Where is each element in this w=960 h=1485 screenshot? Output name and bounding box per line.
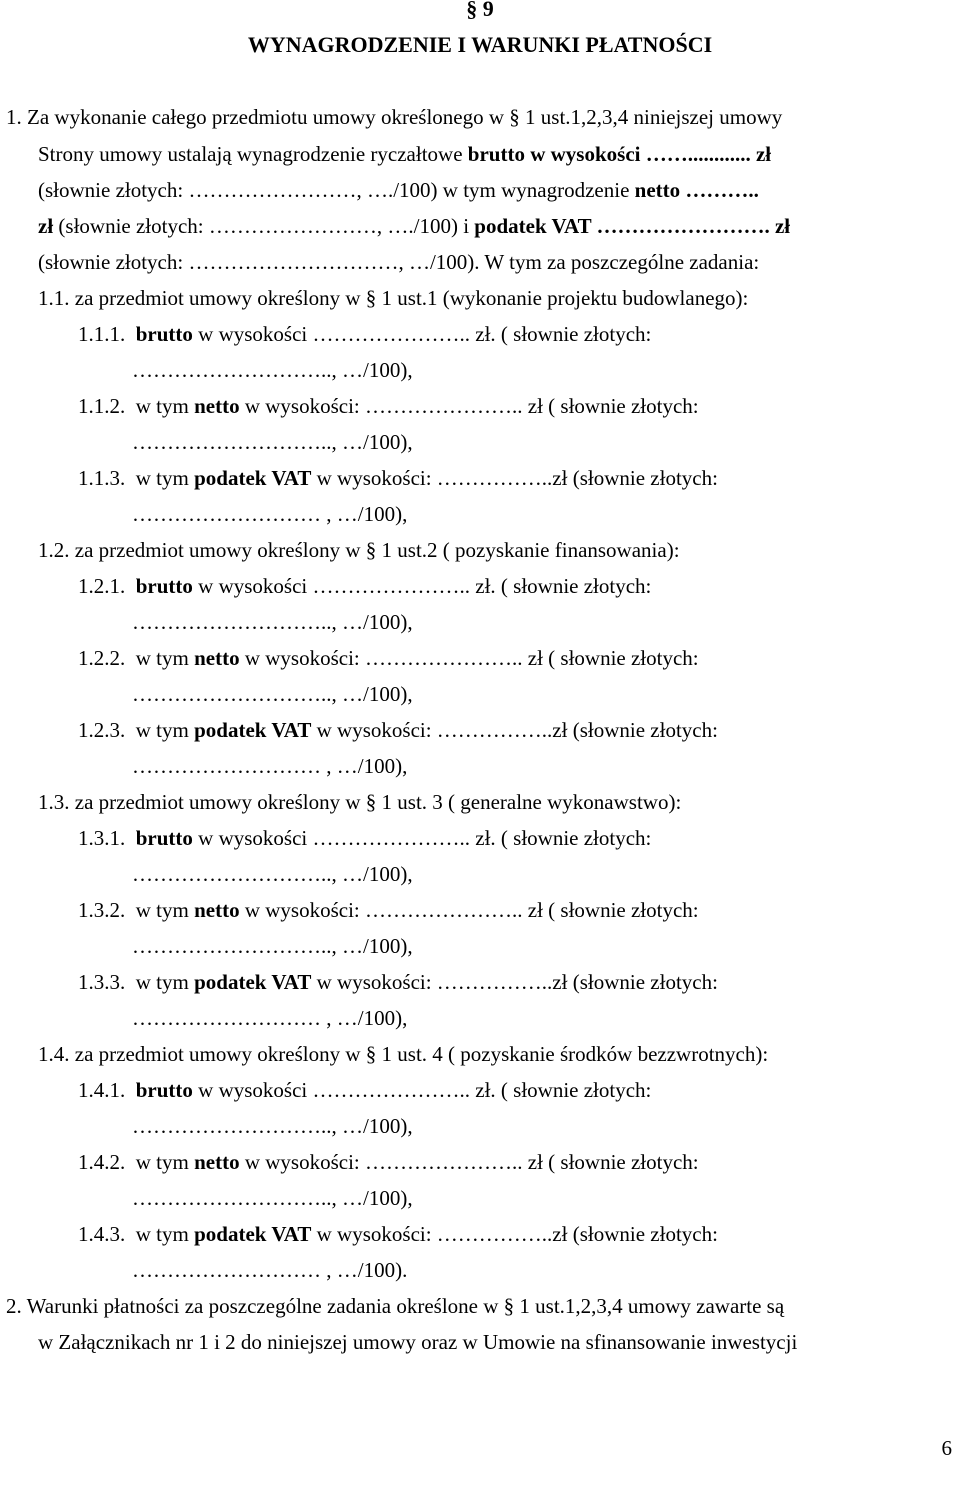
- brutto-row: 1.3.1. brutto w wysokości ………………….. zł. ( słownie złotych:: [78, 826, 652, 850]
- netto-continuation: ……………………….., …/100),: [132, 682, 413, 706]
- item-header: 1.1. za przedmiot umowy określony w § 1 ust.1 (wykonanie projektu budowlanego):: [38, 286, 749, 310]
- item-header: 1.2. za przedmiot umowy określony w § 1 ust.2 ( pozyskanie finansowania):: [38, 538, 680, 562]
- section-number: § 9: [466, 0, 494, 21]
- para2-line2: w Załącznikach nr 1 i 2 do niniejszej umowy oraz w Umowie na sfinansowanie inwestycji: [38, 1330, 798, 1354]
- para1-line4: zł (słownie złotych: ……………………, …./100) i podatek VAT ……………………. zł: [38, 214, 791, 238]
- brutto-row: 1.4.1. brutto w wysokości ………………….. zł. ( słownie złotych:: [78, 1078, 652, 1102]
- netto-row: 1.1.2. w tym netto w wysokości: ………………….. zł ( słownie złotych:: [78, 394, 699, 418]
- netto-row: 1.4.2. w tym netto w wysokości: ………………….. zł ( słownie złotych:: [78, 1150, 699, 1174]
- vat-continuation: ……………………… , …/100).: [132, 1258, 408, 1282]
- brutto-row: 1.1.1. brutto w wysokości ………………….. zł. ( słownie złotych:: [78, 322, 652, 346]
- vat-continuation: ……………………… , …/100),: [132, 1006, 408, 1030]
- section-title: WYNAGRODZENIE I WARUNKI PŁATNOŚCI: [247, 32, 713, 57]
- item-header: 1.4. za przedmiot umowy określony w § 1 ust. 4 ( pozyskanie środków bezzwrotnych):: [38, 1042, 769, 1066]
- brutto-row: 1.2.1. brutto w wysokości ………………….. zł. ( słownie złotych:: [78, 574, 652, 598]
- brutto-continuation: ……………………….., …/100),: [132, 1114, 413, 1138]
- para2-line1: 2. Warunki płatności za poszczególne zadania określone w § 1 ust.1,2,3,4 umowy zawarte są: [6, 1294, 785, 1318]
- brutto-continuation: ……………………….., …/100),: [132, 862, 413, 886]
- vat-row: 1.4.3. w tym podatek VAT w wysokości: ……………..zł (słownie złotych:: [78, 1222, 718, 1246]
- brutto-continuation: ……………………….., …/100),: [132, 610, 413, 634]
- para1-line3: (słownie złotych: ……………………, …./100) w tym wynagrodzenie netto ………..: [38, 178, 759, 202]
- netto-continuation: ……………………….., …/100),: [132, 1186, 413, 1210]
- para1-line2: Strony umowy ustalają wynagrodzenie ryczałtowe brutto w wysokości ……............ zł: [38, 142, 772, 166]
- netto-continuation: ……………………….., …/100),: [132, 934, 413, 958]
- netto-row: 1.2.2. w tym netto w wysokości: ………………….. zł ( słownie złotych:: [78, 646, 699, 670]
- para1-line5: (słownie złotych: …………………………, …/100). W tym za poszczególne zadania:: [38, 250, 760, 274]
- item-header: 1.3. za przedmiot umowy określony w § 1 ust. 3 ( generalne wykonawstwo):: [38, 790, 682, 814]
- vat-continuation: ……………………… , …/100),: [132, 502, 408, 526]
- para1-line1: 1. Za wykonanie całego przedmiotu umowy określonego w § 1 ust.1,2,3,4 niniejszej umowy: [6, 105, 783, 129]
- netto-row: 1.3.2. w tym netto w wysokości: ………………….. zł ( słownie złotych:: [78, 898, 699, 922]
- page-number: 6: [941, 1436, 952, 1460]
- vat-row: 1.1.3. w tym podatek VAT w wysokości: ……………..zł (słownie złotych:: [78, 466, 718, 490]
- vat-continuation: ……………………… , …/100),: [132, 754, 408, 778]
- brutto-continuation: ……………………….., …/100),: [132, 358, 413, 382]
- vat-row: 1.2.3. w tym podatek VAT w wysokości: ……………..zł (słownie złotych:: [78, 718, 718, 742]
- netto-continuation: ……………………….., …/100),: [132, 430, 413, 454]
- vat-row: 1.3.3. w tym podatek VAT w wysokości: ……………..zł (słownie złotych:: [78, 970, 718, 994]
